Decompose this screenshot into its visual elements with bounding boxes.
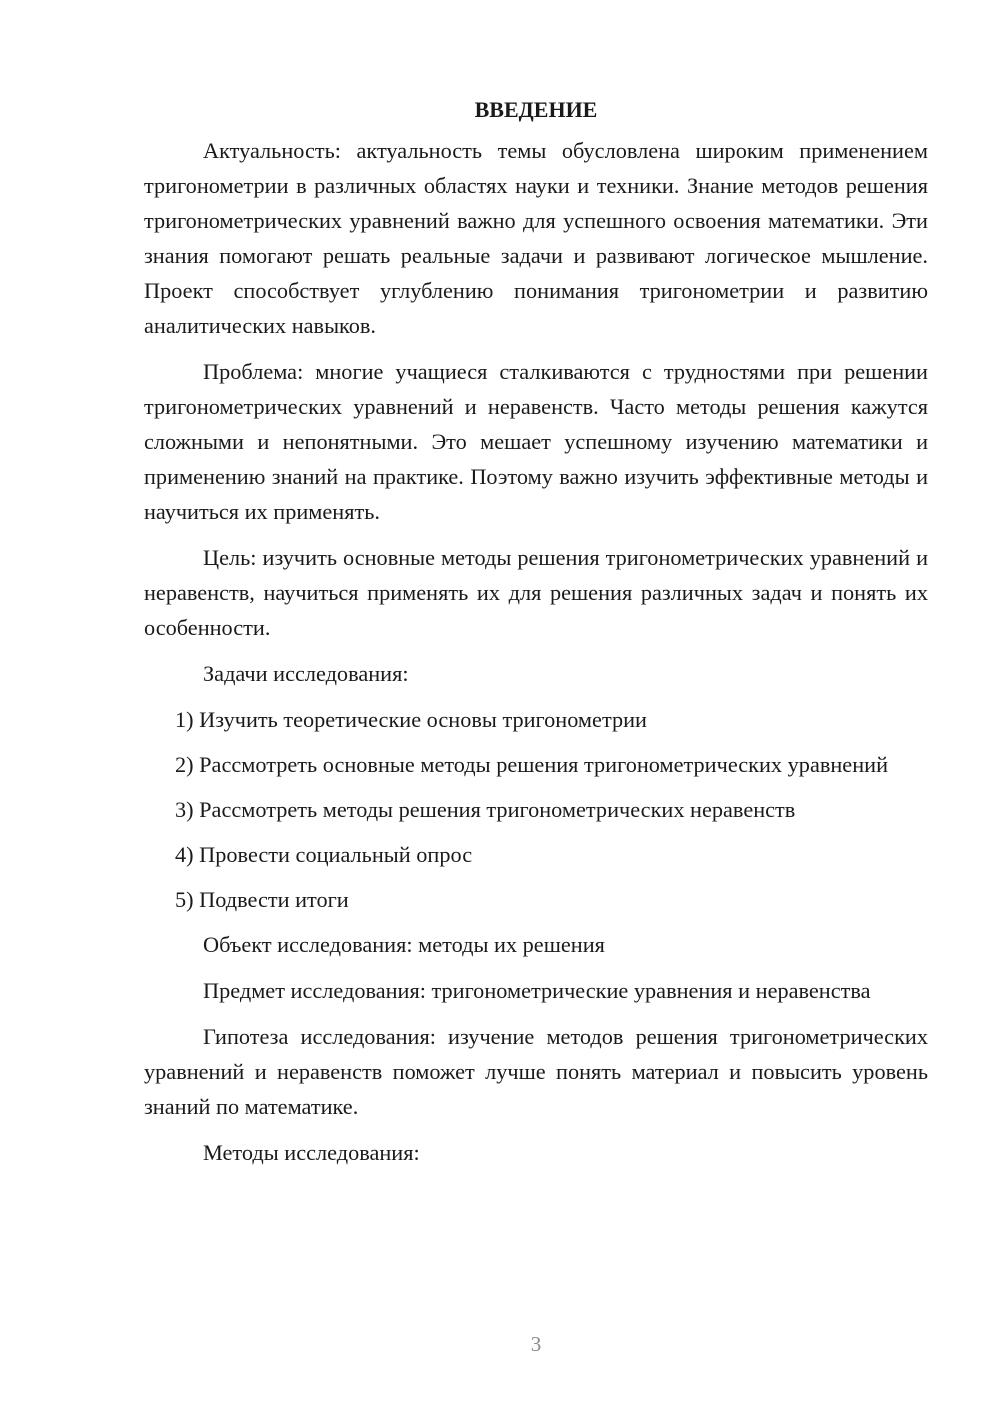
task-item: 4) Провести социальный опрос <box>175 842 473 867</box>
paragraph-methods: Методы исследования: <box>203 1140 420 1165</box>
paragraph-relevance: Актуальность: актуальность темы обусловлена широким применением тригонометрии в различных областях науки и техники. Знание методов решения тригонометрических уравнений важно для успешного освоения математики. Эти знания помогают решать реальные задачи и развивают логическое мышление. Проект способствует углублению понимания тригонометрии и развитию аналитических навыков. <box>144 138 928 338</box>
document-page <box>144 92 928 1181</box>
section-title: ВВЕДЕНИЕ <box>474 97 598 122</box>
task-item: 2) Рассмотреть основные методы решения тригонометрических уравнений <box>175 752 888 777</box>
paragraph-object: Объект исследования: методы их решения <box>203 932 605 957</box>
task-item: 5) Подвести итоги <box>175 887 349 912</box>
page-number: 3 <box>530 1332 542 1356</box>
task-item: 3) Рассмотреть методы решения тригонометрических неравенств <box>175 797 796 822</box>
paragraph-problem: Проблема: многие учащиеся сталкиваются с трудностями при решении тригонометрических уравнений и неравенств. Часто методы решения кажутся сложными и непонятными. Это мешает успешному изучению математики и применению знаний на практике. Поэтому важно изучить эффективные методы и научиться их применять. <box>144 359 928 524</box>
task-item: 1) Изучить теоретические основы тригонометрии <box>175 707 647 732</box>
paragraph-tasks-heading: Задачи исследования: <box>203 661 409 686</box>
paragraph-goal: Цель: изучить основные методы решения тригонометрических уравнений и неравенств, научиться применять их для решения различных задач и понять их особенности. <box>144 545 928 640</box>
paragraph-hypothesis: Гипотеза исследования: изучение методов решения тригонометрических уравнений и неравенств поможет лучше понять материал и повысить уровень знаний по математике. <box>144 1024 928 1119</box>
paragraph-subject: Предмет исследования: тригонометрические уравнения и неравенства <box>203 978 871 1003</box>
